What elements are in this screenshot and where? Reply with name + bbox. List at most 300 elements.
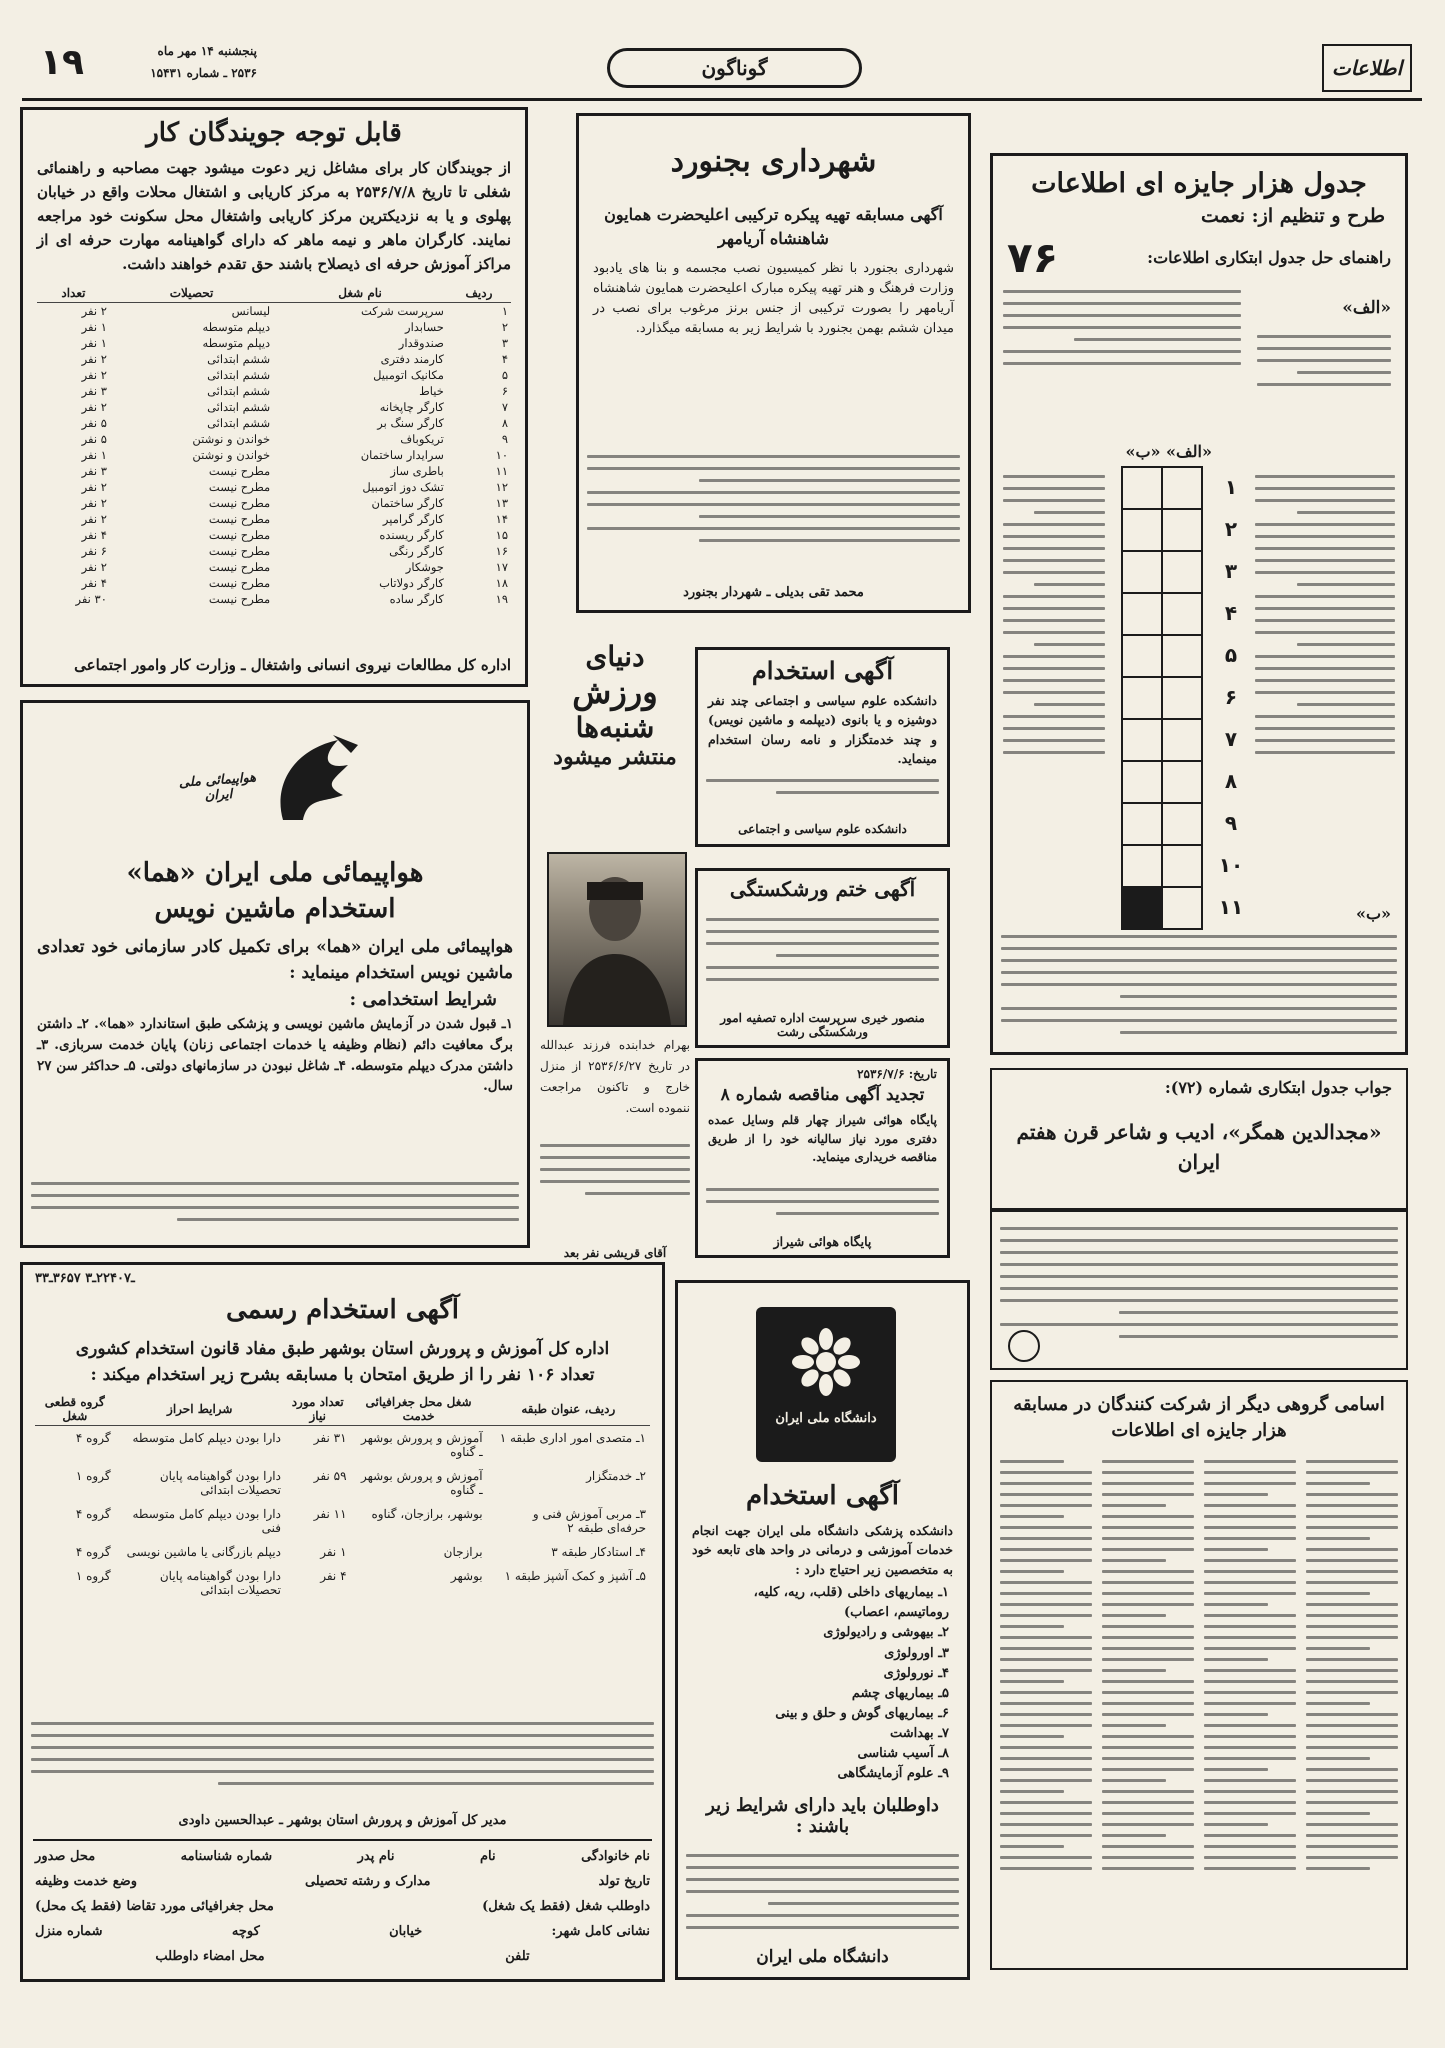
form-street: خیابان [389,1924,423,1939]
form-job: داوطلب شغل (فقط یک شغل) [482,1899,650,1914]
table-cell: ۱۳ [495,496,508,510]
table-cell: ۴ [501,352,508,366]
crossword-panel [990,153,1408,1055]
grid-row-number: ۱۰ [1218,853,1244,877]
univ-employment-title: آگهی استخدام [751,656,894,685]
grid-cell[interactable] [1122,635,1162,677]
masthead-logo: اطلاعات [1322,44,1412,92]
table-row [37,543,511,559]
table-cell: کارگر ساده [389,592,444,606]
form-military-status: وضع خدمت وظیفه [35,1874,137,1889]
grid-row [1122,677,1202,719]
crossword-guide-label: راهنمای حل جدول ابتکاری اطلاعات: [1147,248,1391,267]
airline-brand: هواپیمائی ملی ایران [178,770,257,804]
grid-row [1122,887,1202,929]
section-label: گوناگون [701,56,768,80]
grid-row-number: ۲ [1224,517,1238,541]
table-cell: ۱۹ [495,592,508,606]
grid-cell[interactable] [1122,593,1162,635]
univ-employment-ad [695,647,950,847]
table-row [37,559,511,575]
contest-rules [990,1210,1408,1370]
form-location: محل جغرافیائی مورد تقاضا (فقط یک محل) [35,1899,274,1914]
table-cell: لیسانس [231,304,271,318]
table-cell: تریکوباف [400,432,444,446]
official-table [35,1393,650,1602]
list-item: ۸ـ آسیب شناسی [857,1746,949,1762]
missing-person-signature: آقای قریشی نفر بعد [563,1246,667,1260]
table-cell: ۲ نفر [81,512,107,526]
jobs-col-edu: تحصیلات [110,284,273,303]
clue-lines-side-right [1255,466,1395,763]
table-cell: مطرح نیست [208,592,271,606]
table-cell: مطرح نیست [208,512,271,526]
grid-cell[interactable] [1162,467,1202,509]
clue-lines-side-left [1003,466,1105,763]
table-cell: ۳۰ نفر [75,592,107,606]
workshop-notice [695,868,950,1048]
grid-cell[interactable] [1122,551,1162,593]
table-cell: ۲ نفر [81,480,107,494]
table-cell: ۱۷ [495,560,508,574]
list-item: ۷ـ بهداشت [889,1726,949,1742]
grid-col-a-label: «الف» [1166,442,1212,461]
grid-cell[interactable] [1122,887,1162,929]
municipality-ad [576,113,971,613]
participants-column [1204,1452,1296,1878]
list-item: ۲ـ بیهوشی و رادیولوژی [823,1625,949,1641]
national-univ-lines [686,1845,959,1938]
issue-line: ۲۵۳۶ ـ شماره ۱۵۴۳۱ [150,66,257,80]
table-cell: کارگر دولاتاب [379,576,444,590]
table-cell: حسابدار [405,320,444,334]
grid-cell[interactable] [1162,509,1202,551]
table-cell: مطرح نیست [208,560,271,574]
table-cell: ۲ نفر [81,560,107,574]
table-row [37,463,511,479]
airline-subtitle: استخدام ماشین نویس [154,894,396,924]
table-cell: ۳ [501,336,508,350]
official-col-5: گروه قطعی شغل [35,1393,115,1426]
table-cell: کارگر ریسنده [379,528,444,542]
table-row [35,1540,650,1564]
table-cell: ۲ [501,320,508,334]
table-cell: صندوقدار [398,336,444,350]
table-cell: ۱۸ [495,576,508,590]
airline-conditions-title: شرایط استخدامی : [349,988,497,1010]
sports-line-1: دنیای [585,640,645,673]
national-univ-signature: دانشگاه ملی ایران [756,1947,889,1967]
official-employment-ad [20,1262,665,1982]
table-cell: ۹ [501,432,508,446]
table-cell: ۵ نفر [81,432,107,446]
grid-cell[interactable] [1122,761,1162,803]
table-cell: ۶ [501,384,508,398]
form-house-number: شماره منزل [35,1924,103,1939]
grid-row-number: ۸ [1224,769,1238,793]
table-row [37,415,511,431]
tender-title: تجدید آگهی مناقصه شماره ۸ [720,1085,925,1105]
sports-line-3: شنبه‌ها [575,711,655,744]
official-form-rule [33,1839,652,1841]
grid-row-number: ۶ [1224,685,1238,709]
grid-row-number: ۵ [1224,643,1238,667]
tender-notice [695,1058,950,1258]
table-cell: ۱ نفر [81,336,107,350]
form-signature-place: محل امضاء داوطلب [155,1949,265,1964]
list-item: ۱ـ بیماریهای داخلی (قلب، ریه، کلیه، روماتیسم، اعصاب) [753,1585,949,1621]
official-headline: تعداد ۱۰۶ نفر را از طریق امتحان با مسابقه بشرح زیر استخدام میکند : [90,1365,595,1385]
grid-cell[interactable] [1162,761,1202,803]
table-row [35,1426,650,1465]
participants-column [1102,1452,1194,1878]
airline-ad [20,700,530,1248]
table-cell: ۱۵ [495,528,508,542]
official-signature: مدیر کل آموزش و پرورش استان بوشهر ـ عبدالحسین داودی [178,1813,507,1828]
participants-column [1306,1452,1398,1878]
official-col-3: تعداد مورد نیاز [285,1393,351,1426]
grid-cell[interactable] [1122,677,1162,719]
table-cell: دارا بودن دیپلم کامل متوسطه [132,1431,281,1445]
official-org: اداره کل آموزش و پرورش استان بوشهر طبق مفاد قانون استخدام کشوری [75,1339,610,1359]
homa-bird-logo-icon [263,725,373,840]
table-row [37,575,511,591]
table-cell: ۱۴ [495,512,508,526]
table-cell: ۳ نفر [81,464,107,478]
table-cell: ۵ [501,368,508,382]
table-cell: مطرح نیست [208,496,271,510]
table-row [35,1502,650,1540]
grid-row-number: ۴ [1224,601,1238,625]
table-cell: ۱۱ [495,464,508,478]
table-row [35,1564,650,1602]
table-cell: ۱۶ [495,544,508,558]
sports-block [540,640,690,850]
table-cell: ۸ [501,416,508,430]
table-cell: بوشهر، برازجان، گناوه [371,1507,483,1521]
table-row [37,495,511,511]
table-row [37,511,511,527]
municipality-title: شهرداری بجنورد [670,144,877,179]
table-cell: خواندن و نوشتن [192,432,271,446]
table-cell: برازجان [443,1545,483,1559]
table-cell: جوشکار [405,560,444,574]
table-cell: مطرح نیست [208,576,271,590]
table-cell: ۵۹ نفر [313,1469,347,1483]
sports-line-2: ورزش [572,673,658,711]
section-label-box [607,48,862,88]
table-cell: مکانیک اتومبیل [373,368,444,382]
table-cell: آموزش و پرورش بوشهر ـ گناوه [361,1431,483,1459]
official-phone: ۳ـ۲۲۴۰۷ـ۳ ۳۶۵۷ـ۳ [35,1271,135,1286]
table-cell: ۳ـ مربی آموزش فنی و حرفه‌ای طبقه ۲ [532,1507,646,1535]
table-cell: سرایدار ساختمان [360,448,444,462]
grid-cell[interactable] [1162,593,1202,635]
grid-cell[interactable] [1122,719,1162,761]
grid-row-number: ۹ [1224,811,1238,835]
table-row [37,431,511,447]
table-cell: کارگر رنگی [389,544,444,558]
grid-cell[interactable] [1162,677,1202,719]
table-cell: ۲ نفر [81,368,107,382]
jobs-col-count: تعداد [37,284,110,303]
table-cell: ۱ نفر [81,448,107,462]
page-header [22,40,1422,96]
grid-cell[interactable] [1122,803,1162,845]
table-cell: ۴ نفر [81,528,107,542]
table-cell: دارا بودن گواهینامه پایان تحصیلات ابتدائی [159,1469,281,1497]
table-cell: ششم ابتدائی [207,384,271,398]
table-cell: ۱ [501,304,508,318]
list-item: ۵ـ بیماریهای چشم [851,1685,949,1701]
grid-row-number: ۷ [1224,727,1238,751]
table-cell: ۱۲ [495,480,508,494]
clue-lines-bottom [1001,926,1397,1043]
table-cell: ۱۱ نفر [313,1507,347,1521]
airline-intro: هواپیمائی ملی ایران «هما» برای تکمیل کادر سازمانی خود تعدادی ماشین نویس استخدام مینماید : [37,937,513,984]
table-row [37,479,511,495]
jobs-table [37,284,511,607]
municipality-text-lines [587,446,960,551]
header-rule [22,98,1422,101]
national-univ-items [678,1583,967,1784]
participants-panel [990,1380,1408,1970]
municipality-subtitle: آگهی مسابقه تهیه پیکره ترکیبی اعلیحضرت همایون شاهنشاه آریامهر [604,205,943,248]
table-row [37,319,511,335]
table-cell: ششم ابتدائی [207,352,271,366]
form-phone: تلفن [505,1949,530,1964]
table-cell: دیپلم متوسطه [202,336,271,350]
grid-row [1122,845,1202,887]
clue-lines-b [1003,281,1241,374]
table-cell: ششم ابتدائی [207,368,271,382]
table-cell: مطرح نیست [208,464,271,478]
grid-cell[interactable] [1122,467,1162,509]
municipality-signature: محمد تقی بدیلی ـ شهردار بجنورد [683,585,864,600]
table-cell: ۳ نفر [81,384,107,398]
table-cell: ۲ـ خدمتگزار [586,1469,646,1483]
table-cell: کارمند دفتری [380,352,444,366]
workshop-lines [706,909,939,990]
workshop-signature: منصور خیری سرپرست اداره تصفیه امور ورشکستگی رشت [720,1011,925,1039]
table-cell: ۵ نفر [81,416,107,430]
grid-row [1122,509,1202,551]
grid-cell[interactable] [1122,845,1162,887]
table-row [37,399,511,415]
missing-person-text: بهرام خدابنده فرزند عبدالله در تاریخ ۲۵۳۶/۶/۲۷ از منزل خارج و تاکنون مراجعت ننموده است. [540,1038,690,1115]
table-cell: ۲ نفر [81,304,107,318]
official-col-4: شرایط احراز [115,1393,285,1426]
table-cell: ۷ [501,400,508,414]
table-cell: مطرح نیست [208,480,271,494]
form-address: نشانی کامل شهر: [551,1924,650,1939]
grid-row [1122,551,1202,593]
table-cell: ششم ابتدائی [207,400,271,414]
table-cell: ۳۱ نفر [313,1431,347,1445]
airline-text-lines [31,1173,519,1230]
table-cell: سرپرست شرکت [361,304,444,318]
table-cell: کارگر چاپخانه [379,400,444,414]
sports-line-4: منتشر میشود [553,744,677,770]
airline-title: هواپیمائی ملی ایران «هما» [126,858,424,888]
jobs-col-job: نام شغل [273,284,447,303]
clue-lines-a [1257,326,1391,395]
national-univ-intro: دانشکده پزشکی دانشگاه ملی ایران جهت انجام خدمات آموزشی و درمانی در واحد های تابعه خود به متخصصین زیر احتیاج دارد : [692,1523,953,1577]
form-id-number: شماره شناسنامه [180,1849,273,1864]
page-number: ۱۹ [40,42,84,83]
grid-row-number: ۳ [1224,559,1238,583]
table-cell: مطرح نیست [208,544,271,558]
grid-cell[interactable] [1162,635,1202,677]
form-birth-date: تاریخ تولد [598,1874,650,1889]
participants-title: اسامی گروهی دیگر از شرکت کنندگان در مسابقه هزار جایزه ای اطلاعات [1013,1394,1385,1442]
table-cell: دارا بودن دیپلم کامل متوسطه فنی [132,1507,281,1535]
table-cell: دارا بودن گواهینامه پایان تحصیلات ابتدائی [159,1569,281,1597]
grid-cell[interactable] [1122,509,1162,551]
crossword-section-a: «الف» [1342,298,1391,318]
table-row [35,1464,650,1502]
person-silhouette-icon [549,854,685,1025]
airline-conditions: ۱ـ قبول شدن در آزمایش ماشین نویسی و پزشکی طبق استاندارد «هما». ۲ـ داشتن برگ معافیت دائم (نظام وظیفه یا خدمات اجتماعی زنان) پایان خدمت سربازی. ۳ـ داشتن مدرک دیپلم متوسطه. ۴ـ شاغل نبودن در سازمانهای دولتی. ۵ـ حداکثر سن ۲۷ سال. [37,1015,514,1095]
participants-column [1000,1452,1092,1878]
table-cell: ۶ نفر [81,544,107,558]
jobs-notice [20,107,528,687]
table-cell: ۲ نفر [81,496,107,510]
table-cell: ۱ نفر [320,1545,347,1559]
missing-person-photo [547,852,687,1027]
official-col-2: شغل محل جغرافیائی خدمت [351,1393,487,1426]
table-cell: گروه ۱ [75,1569,111,1583]
form-name: نام [479,1849,496,1864]
tender-signature: پایگاه هوائی شیراز [773,1234,872,1249]
table-cell: گروه ۴ [75,1545,111,1559]
univ-logo [756,1307,896,1462]
crossword-title: جدول هزار جایزه ای اطلاعات [1031,168,1367,199]
grid-cell[interactable] [1162,845,1202,887]
table-cell: ۱ـ متصدی امور اداری طبقه ۱ [499,1431,646,1445]
grid-cell[interactable] [1162,887,1202,929]
form-issue-place: محل صدور [35,1849,96,1864]
table-cell: مطرح نیست [208,528,271,542]
jobs-col-row: ردیف [447,284,511,303]
table-row [37,335,511,351]
form-education: مدارک و رشته تحصیلی [304,1874,431,1889]
crossword-section-b: «ب» [1355,904,1391,923]
grid-row-numbers [1213,466,1249,928]
list-item: ۹ـ علوم آزمایشگاهی [837,1766,949,1782]
list-item: ۴ـ نورولوژی [883,1665,949,1681]
table-cell: ۲ نفر [81,400,107,414]
table-row [37,367,511,383]
table-cell: ۴ـ استادکار طبقه ۳ [551,1545,646,1559]
table-cell: ۱ نفر [81,320,107,334]
grid-cell[interactable] [1162,551,1202,593]
crossword-byline: طرح و تنظیم از: نعمت [1200,205,1385,227]
national-univ-ad [675,1280,970,1980]
table-row [37,591,511,607]
table-cell: گروه ۴ [75,1431,111,1445]
workshop-title: آگهی ختم ورشکستگی [729,877,916,901]
table-row [37,351,511,367]
jobs-title: قابل توجه جویندگان کار [146,118,402,148]
grid-row [1122,593,1202,635]
table-cell: ۱۰ [495,448,508,462]
table-cell: دیپلم بازرگانی یا ماشین نویسی [126,1545,281,1559]
table-cell: خواندن و نوشتن [192,448,271,462]
grid-row [1122,635,1202,677]
form-family-name: نام خانوادگی [581,1849,650,1864]
table-cell: ۲ نفر [81,352,107,366]
table-cell: آموزش و پرورش بوشهر ـ گناوه [361,1469,483,1497]
grid-row [1122,467,1202,509]
grid-row [1122,719,1202,761]
list-item: ۶ـ بیماریهای گوش و حلق و بینی [775,1705,949,1721]
answer-title: جواب جدول ابتکاری شماره (۷۲): [1164,1078,1392,1097]
contest-circle-icon [1008,1330,1040,1362]
crossword-grid [1121,466,1203,930]
application-form [35,1849,650,1964]
crossword-number: ۷۶ [1007,233,1059,282]
univ-employment-body: دانشکده علوم سیاسی و اجتماعی چند نفر دوشیزه و یا بانوی (دیپلمه و ماشین نویس) و چند خدمتگزار و نامه رسان استخدام مینماید. [708,693,937,767]
univ-flower-icon [791,1327,861,1397]
table-cell: گروه ۴ [75,1507,111,1521]
table-row [37,303,511,320]
table-cell: ۵ـ آشپز و کمک آشپز طبقه ۱ [504,1569,646,1583]
table-cell: دیپلم متوسطه [202,320,271,334]
national-univ-title: آگهی استخدام [746,1481,899,1511]
univ-employment-lines [706,770,939,803]
table-row [37,527,511,543]
grid-row [1122,803,1202,845]
table-row [37,383,511,399]
contest-rules-lines [1000,1218,1398,1347]
table-cell: ۴ نفر [81,576,107,590]
form-alley: کوچه [231,1924,260,1939]
table-cell: ششم ابتدائی [207,416,271,430]
tender-lines [706,1179,939,1224]
table-cell: ۴ نفر [320,1569,347,1583]
grid-cell[interactable] [1162,803,1202,845]
official-conditions-lines [31,1713,654,1794]
table-cell: تشک دوز اتومبیل [362,480,444,494]
table-row [37,447,511,463]
missing-person-lines [540,1135,690,1204]
table-cell: بوشهر [450,1569,483,1583]
table-cell: باطری ساز [390,464,444,478]
table-cell: کارگر ساختمان [371,496,444,510]
form-father-name: نام پدر [357,1849,395,1864]
grid-row-number: ۱۱ [1218,895,1244,919]
official-title: آگهی استخدام رسمی [225,1295,459,1325]
univ-logo-text: دانشگاه ملی ایران [775,1411,877,1426]
grid-row [1122,761,1202,803]
grid-row-number: ۱ [1224,475,1238,499]
answer-text: «مجدالدین همگر»، ادیب و شاعر قرن هفتم ایران [1016,1120,1382,1174]
tender-date: تاریخ: ۲۵۳۶/۷/۶ [857,1067,937,1081]
grid-cell[interactable] [1162,719,1202,761]
answer-panel [990,1068,1408,1210]
table-cell: خیاط [419,384,444,398]
national-univ-cond-title: داوطلبان باید دارای شرایط زیر باشند : [706,1794,939,1837]
table-cell: کارگر گرامپر [382,512,444,526]
list-item: ۳ـ اورولوژی [884,1645,949,1661]
participants-names [1000,1452,1398,1878]
grid-col-b-label: «ب» [1125,442,1161,461]
official-col-1: ردیف، عنوان طبقه [487,1393,650,1426]
table-cell: گروه ۱ [75,1469,111,1483]
jobs-body: از جویندگان کار برای مشاغل زیر دعوت میشود جهت مصاحبه و راهنمائی شغلی تا تاریخ ۲۵۳۶/۷/۸ به مرکز کاریابی و اشتغال محلات واقع در خیابان پهلوی و یا به نزدیکترین مرکز کاریابی واشتغال محل سکونت خود مراجعه نمایند. کارگران ماهر و نیمه ماهر که دارای گواهینامه مهارت حرفه ای از مراکز آموزش حرفه ای ذیصلاح باشند حق تقدم خواهند داشت. [37,159,511,273]
missing-person-caption [540,1035,690,1260]
